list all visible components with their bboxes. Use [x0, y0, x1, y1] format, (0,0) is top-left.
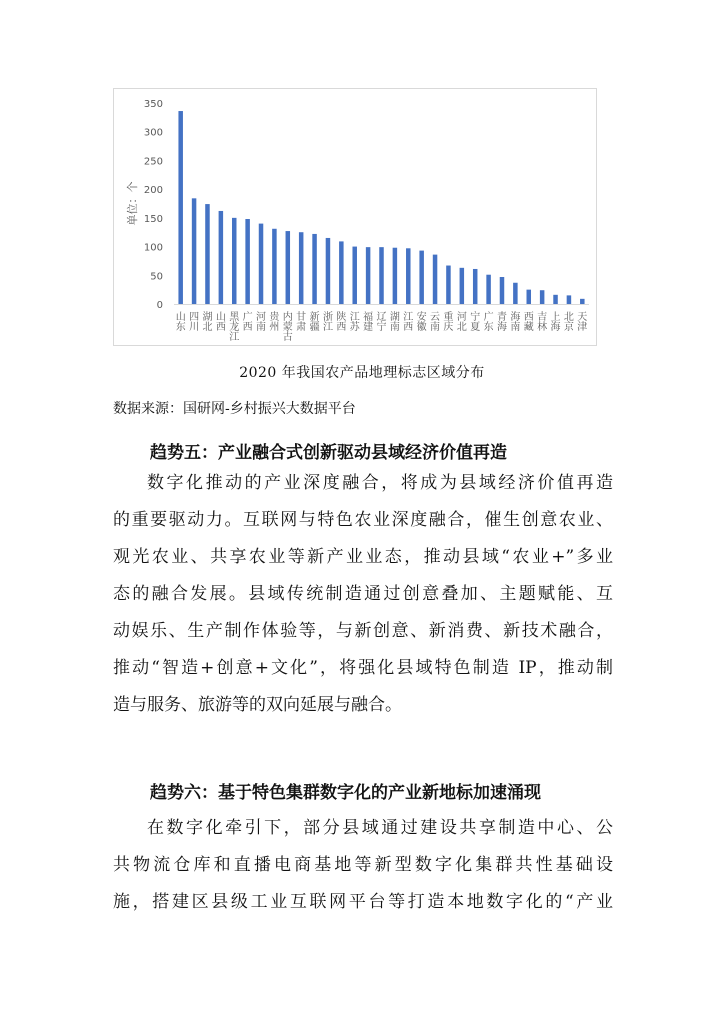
- x-tick-label: [363, 310, 373, 333]
- x-tick-label: [470, 310, 480, 333]
- x-tick-label: [189, 311, 199, 333]
- x-tick-char: 湖: [202, 312, 213, 323]
- x-tick-char: 建: [363, 322, 374, 333]
- x-tick-char: 海: [496, 322, 507, 333]
- paragraph-line: 推动“智造+创意+文化”，将强化县域特色制造 IP，推动制: [113, 658, 613, 678]
- bar: [379, 247, 384, 304]
- bar: [352, 247, 357, 304]
- x-tick-char: 北: [456, 322, 467, 333]
- x-tick-char: 古: [282, 332, 293, 343]
- x-tick-char: 江: [322, 322, 333, 333]
- x-tick-char: 藏: [523, 322, 534, 333]
- bar: [500, 277, 505, 304]
- data-source: 数据来源：国研网-乡村振兴大数据平台: [113, 401, 356, 417]
- x-tick-label: [229, 311, 240, 343]
- bar: [192, 198, 197, 304]
- chart-svg: [114, 89, 598, 347]
- y-tick-label: 300: [143, 127, 163, 139]
- bar: [473, 269, 478, 304]
- x-tick-char: 苏: [349, 322, 360, 333]
- paragraph-line: 观光农业、共享农业等新产业业态，推动县域“农业+”多业: [113, 547, 613, 567]
- x-tick-label: [310, 311, 320, 333]
- x-tick-label: [403, 311, 413, 333]
- x-tick-char: 西: [403, 322, 414, 333]
- chart-caption: 2020 年我国农产品地理标志区域分布: [239, 365, 485, 381]
- x-tick-label: [577, 311, 587, 333]
- x-tick-label: [202, 310, 212, 333]
- bar: [553, 295, 558, 304]
- x-tick-char: 南: [256, 322, 267, 333]
- bar: [513, 283, 518, 304]
- x-tick-char: 东: [175, 322, 186, 333]
- x-tick-char: 山: [175, 312, 186, 323]
- x-tick-char: 西: [242, 322, 253, 333]
- bar: [567, 295, 572, 304]
- x-tick-char: 西: [523, 312, 534, 323]
- x-tick-char: 湖: [389, 312, 400, 323]
- x-tick-label: [430, 311, 440, 333]
- x-tick-char: 东: [483, 322, 494, 333]
- bar: [580, 299, 585, 304]
- y-tick-label: 200: [143, 185, 163, 197]
- bar: [460, 268, 465, 304]
- y-tick-label: 0: [156, 300, 163, 311]
- x-tick-char: 江: [349, 312, 360, 323]
- x-tick-char: 州: [269, 322, 280, 333]
- paragraph-line: 的重要驱动力。互联网与特色农业深度融合，催生创意农业、: [113, 510, 613, 530]
- bar: [406, 248, 411, 304]
- paragraph-line: 动娱乐、生产制作体验等，与新创意、新消费、新技术融合，: [113, 621, 613, 641]
- x-tick-char: 徽: [416, 322, 427, 333]
- x-tick-char: 安: [416, 312, 427, 323]
- x-tick-char: 辽: [376, 312, 387, 323]
- y-tick-label: 100: [143, 242, 163, 254]
- bar: [486, 275, 491, 304]
- x-tick-label: [443, 310, 453, 333]
- bar: [366, 247, 371, 304]
- section6-paragraph: [113, 810, 613, 921]
- x-tick-char: 南: [430, 322, 441, 333]
- x-tick-label: [243, 310, 253, 333]
- x-tick-label: [537, 310, 547, 333]
- x-tick-char: 黑: [229, 312, 240, 323]
- paragraph-line: 共物流仓库和直播电商基地等新型数字化集群共性基础设: [113, 855, 613, 875]
- x-tick-label: [269, 310, 280, 333]
- x-tick-char: 林: [537, 322, 548, 333]
- x-tick-label: [417, 310, 427, 333]
- x-tick-char: 海: [550, 322, 561, 333]
- x-tick-label: [510, 310, 520, 333]
- x-tick-char: 浙: [322, 312, 333, 323]
- bar: [259, 224, 264, 304]
- x-tick-char: 川: [189, 322, 200, 333]
- x-tick-label: [176, 310, 186, 333]
- y-tick-label: 150: [143, 213, 163, 225]
- x-tick-char: 蒙: [282, 322, 293, 333]
- x-tick-char: 海: [510, 312, 521, 323]
- x-tick-char: 江: [229, 332, 240, 343]
- x-tick-char: 重: [443, 312, 454, 323]
- bar: [433, 255, 438, 304]
- bar: [219, 211, 224, 304]
- x-tick-char: 龙: [229, 322, 240, 333]
- x-tick-label: [336, 310, 346, 333]
- bar: [339, 241, 344, 304]
- bar: [540, 290, 545, 304]
- x-tick-char: 广: [242, 312, 253, 323]
- bar: [326, 238, 331, 304]
- x-tick-char: 山: [215, 312, 226, 323]
- x-tick-char: 津: [577, 322, 588, 333]
- bar: [286, 231, 291, 304]
- paragraph-line: 数字化推动的产业深度融合，将成为县域经济价值再造: [147, 473, 613, 493]
- x-tick-char: 四: [189, 312, 200, 323]
- x-tick-char: 贵: [269, 312, 280, 323]
- section5-paragraph: [113, 465, 613, 724]
- x-tick-char: 京: [563, 322, 574, 333]
- bar: [178, 111, 183, 304]
- bar: [312, 234, 317, 304]
- paragraph-line: 态的融合发展。县域传统制造通过创意叠加、主题赋能、互: [113, 584, 613, 604]
- bar: [419, 251, 424, 304]
- bar: [205, 204, 210, 304]
- x-tick-label: [524, 311, 534, 333]
- bar: [446, 266, 451, 304]
- x-tick-label: [497, 310, 507, 333]
- x-tick-char: 河: [456, 312, 467, 323]
- bar: [232, 218, 237, 304]
- x-tick-char: 天: [577, 312, 588, 323]
- x-tick-label: [216, 310, 226, 333]
- y-tick-label: 250: [143, 156, 163, 168]
- x-tick-label: [564, 311, 574, 333]
- x-tick-char: 夏: [470, 322, 481, 333]
- y-tick-label: 50: [150, 271, 163, 283]
- x-tick-label: [256, 311, 266, 333]
- bar: [393, 248, 398, 304]
- x-tick-char: 上: [550, 312, 561, 323]
- bar: [299, 232, 304, 304]
- x-tick-char: 庆: [443, 322, 454, 333]
- x-tick-label: [390, 310, 400, 333]
- paragraph-line: 施，搭建区县级工业互联网平台等打造本地数字化的“产业: [113, 892, 613, 912]
- paragraph-line: 造与服务、旅游等的双向延展与融合。: [113, 695, 402, 715]
- x-tick-char: 青: [496, 312, 507, 323]
- bar: [527, 290, 532, 304]
- x-tick-char: 河: [256, 312, 267, 323]
- x-tick-label: [296, 310, 306, 333]
- x-tick-char: 北: [202, 322, 213, 333]
- x-tick-label: [283, 310, 293, 343]
- x-tick-char: 疆: [309, 322, 320, 333]
- x-tick-label: [457, 311, 467, 333]
- x-tick-char: 内: [282, 312, 293, 323]
- x-tick-char: 福: [363, 312, 374, 323]
- x-tick-char: 吉: [537, 312, 548, 323]
- y-tick-label: 350: [143, 99, 163, 110]
- section6-heading: 趋势六：基于特色集群数字化的产业新地标加速涌现: [150, 783, 541, 803]
- x-tick-char: 宁: [376, 322, 387, 333]
- x-tick-char: 南: [389, 322, 400, 333]
- x-tick-char: 陕: [336, 312, 347, 323]
- paragraph-line: 在数字化牵引下，部分县域通过建设共享制造中心、公: [147, 818, 613, 838]
- bar: [272, 229, 277, 304]
- x-tick-label: [350, 311, 361, 333]
- x-tick-char: 南: [510, 322, 521, 333]
- x-tick-char: 肃: [296, 322, 307, 333]
- x-tick-char: 新: [309, 312, 320, 323]
- section5-heading: 趋势五：产业融合式创新驱动县域经济价值再造: [150, 443, 507, 463]
- x-tick-char: 宁: [470, 312, 481, 323]
- x-tick-char: 甘: [296, 312, 307, 323]
- x-tick-char: 广: [483, 312, 494, 323]
- bar: [245, 219, 250, 304]
- x-tick-char: 西: [215, 322, 226, 333]
- x-tick-char: 云: [430, 312, 441, 323]
- x-tick-char: 北: [563, 312, 574, 323]
- bar-chart: [113, 88, 597, 346]
- x-tick-label: [551, 310, 561, 333]
- x-tick-label: [484, 310, 494, 333]
- x-tick-char: 江: [403, 312, 414, 323]
- x-tick-char: 西: [336, 322, 347, 333]
- y-axis-label: 单位：个: [126, 181, 139, 226]
- x-tick-label: [323, 310, 333, 333]
- x-tick-label: [377, 311, 387, 333]
